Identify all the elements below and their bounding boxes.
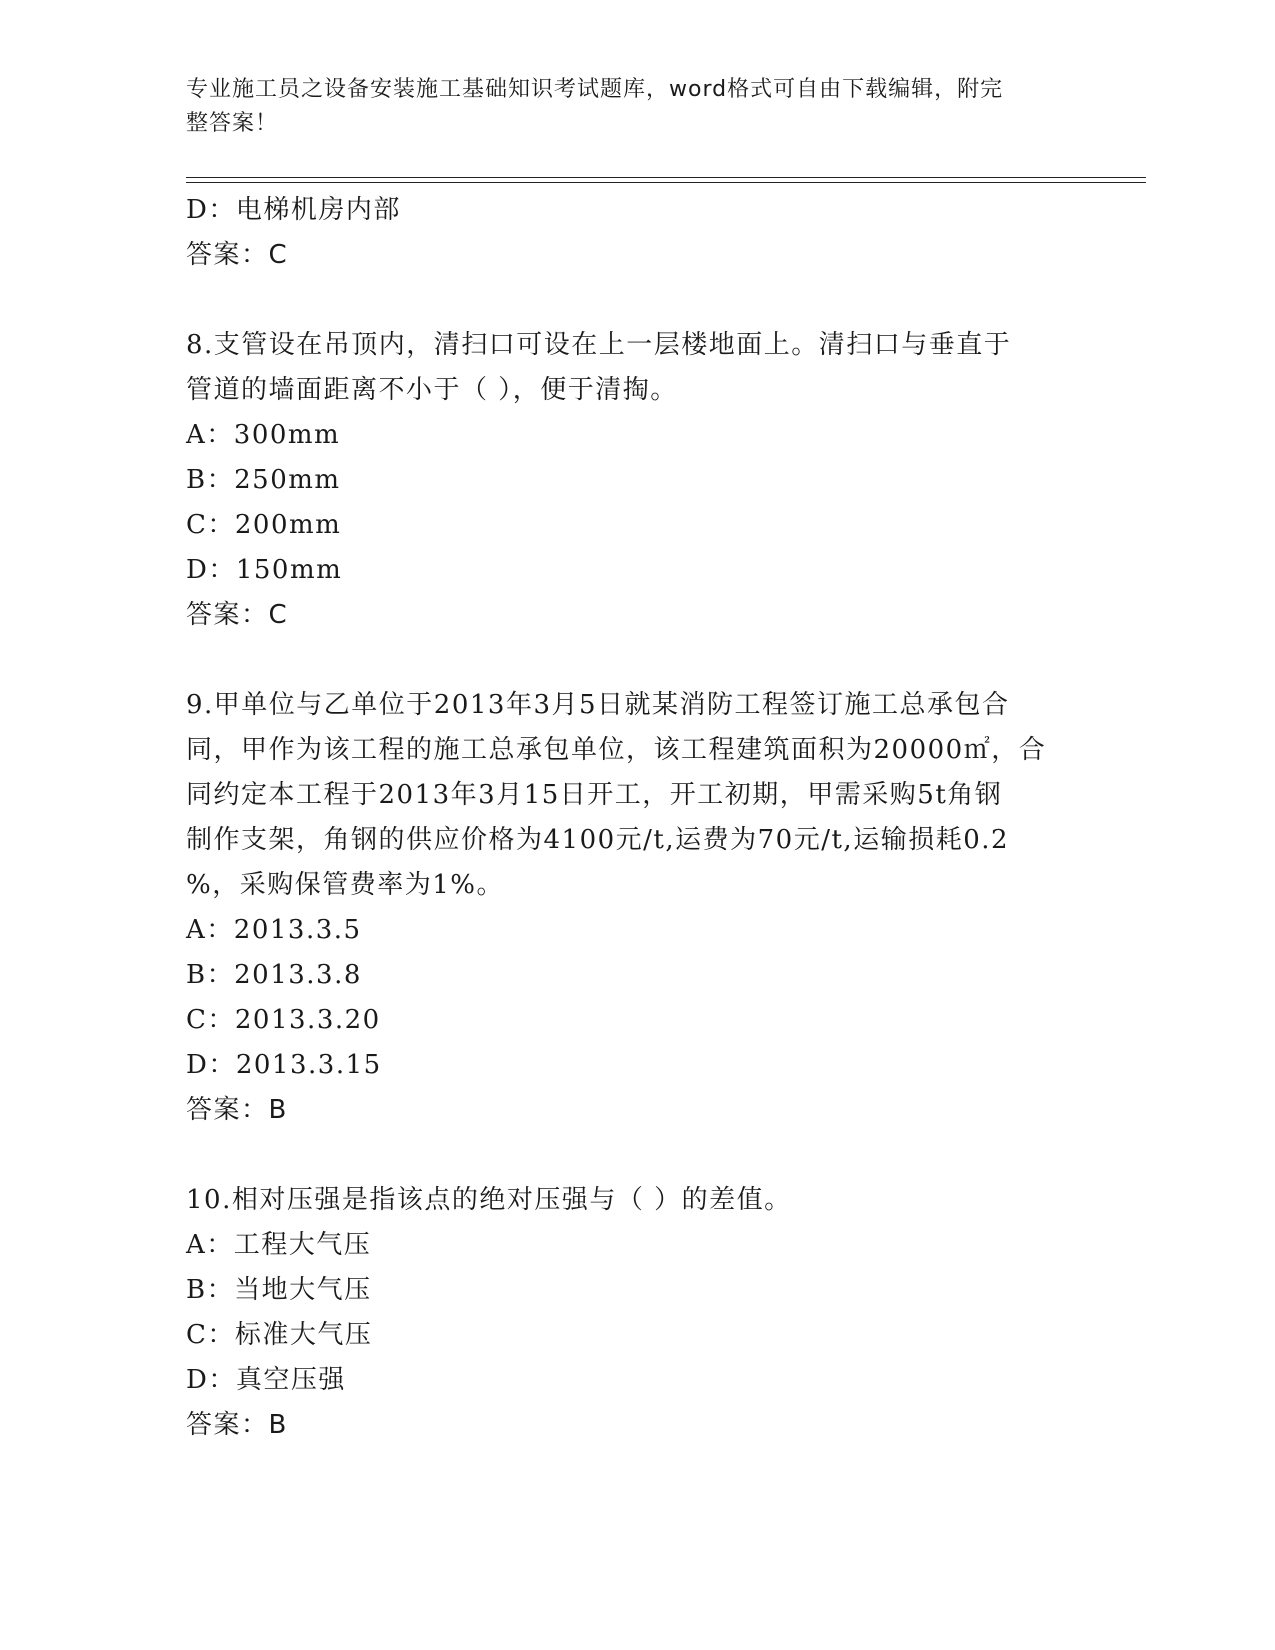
question-9-option-a: A：2013.3.5 (186, 915, 362, 945)
question-stem-line: 制作支架，角钢的供应价格为4100元/t,运费为70元/t,运输损耗0.2 (186, 825, 1010, 855)
question-9-option-d: D：2013.3.15 (186, 1050, 382, 1080)
header-line-1: 专业施工员之设备安装施工基础知识考试题库，word格式可自由下载编辑，附完 (186, 77, 1004, 102)
question-10-option-a: A：工程大气压 (186, 1230, 372, 1260)
question-stem-line: 10.相对压强是指该点的绝对压强与（ ）的差值。 (186, 1185, 792, 1215)
question-stem-line: 9.甲单位与乙单位于2013年3月5日就某消防工程签订施工总承包合 (186, 690, 1010, 720)
prev-option-d: D：电梯机房内部 (186, 195, 401, 225)
question-8-option-c: C：200mm (186, 510, 342, 540)
question-9-option-b: B：2013.3.8 (186, 960, 362, 990)
question-stem-line: %，采购保管费率为1%。 (186, 870, 504, 900)
question-10-option-b: B：当地大气压 (186, 1275, 372, 1305)
question-stem-line: 管道的墙面距离不小于（ ），便于清掏。 (186, 375, 678, 405)
question-10-option-d: D：真空压强 (186, 1365, 346, 1395)
header-divider-top (186, 177, 1146, 178)
question-stem-line: 同约定本工程于2013年3月15日开工，开工初期，甲需采购5t角钢 (186, 780, 1003, 810)
question-content (186, 188, 1086, 1448)
question-9-option-c: C：2013.3.20 (186, 1005, 381, 1035)
question-9-stem (186, 683, 1086, 908)
question-8-stem (186, 323, 1086, 413)
question-8-answer: 答案：C (186, 600, 289, 630)
question-10-answer: 答案：B (186, 1410, 288, 1440)
document-header (186, 73, 1066, 141)
question-10-stem (186, 1178, 1086, 1223)
question-8-option-a: A：300mm (186, 420, 341, 450)
question-stem-line: 8.支管设在吊顶内，清扫口可设在上一层楼地面上。清扫口与垂直于 (186, 330, 1012, 360)
question-10-option-c: C：标准大气压 (186, 1320, 373, 1350)
header-divider-bottom (186, 182, 1146, 183)
question-stem-line: 同，甲作为该工程的施工总承包单位，该工程建筑面积为20000㎡，合 (186, 735, 1047, 765)
question-9-answer: 答案：B (186, 1095, 288, 1125)
prev-answer: 答案：C (186, 240, 289, 270)
header-line-2: 整答案！ (186, 111, 279, 136)
question-8-option-d: D：150mm (186, 555, 343, 585)
question-8-option-b: B：250mm (186, 465, 341, 495)
